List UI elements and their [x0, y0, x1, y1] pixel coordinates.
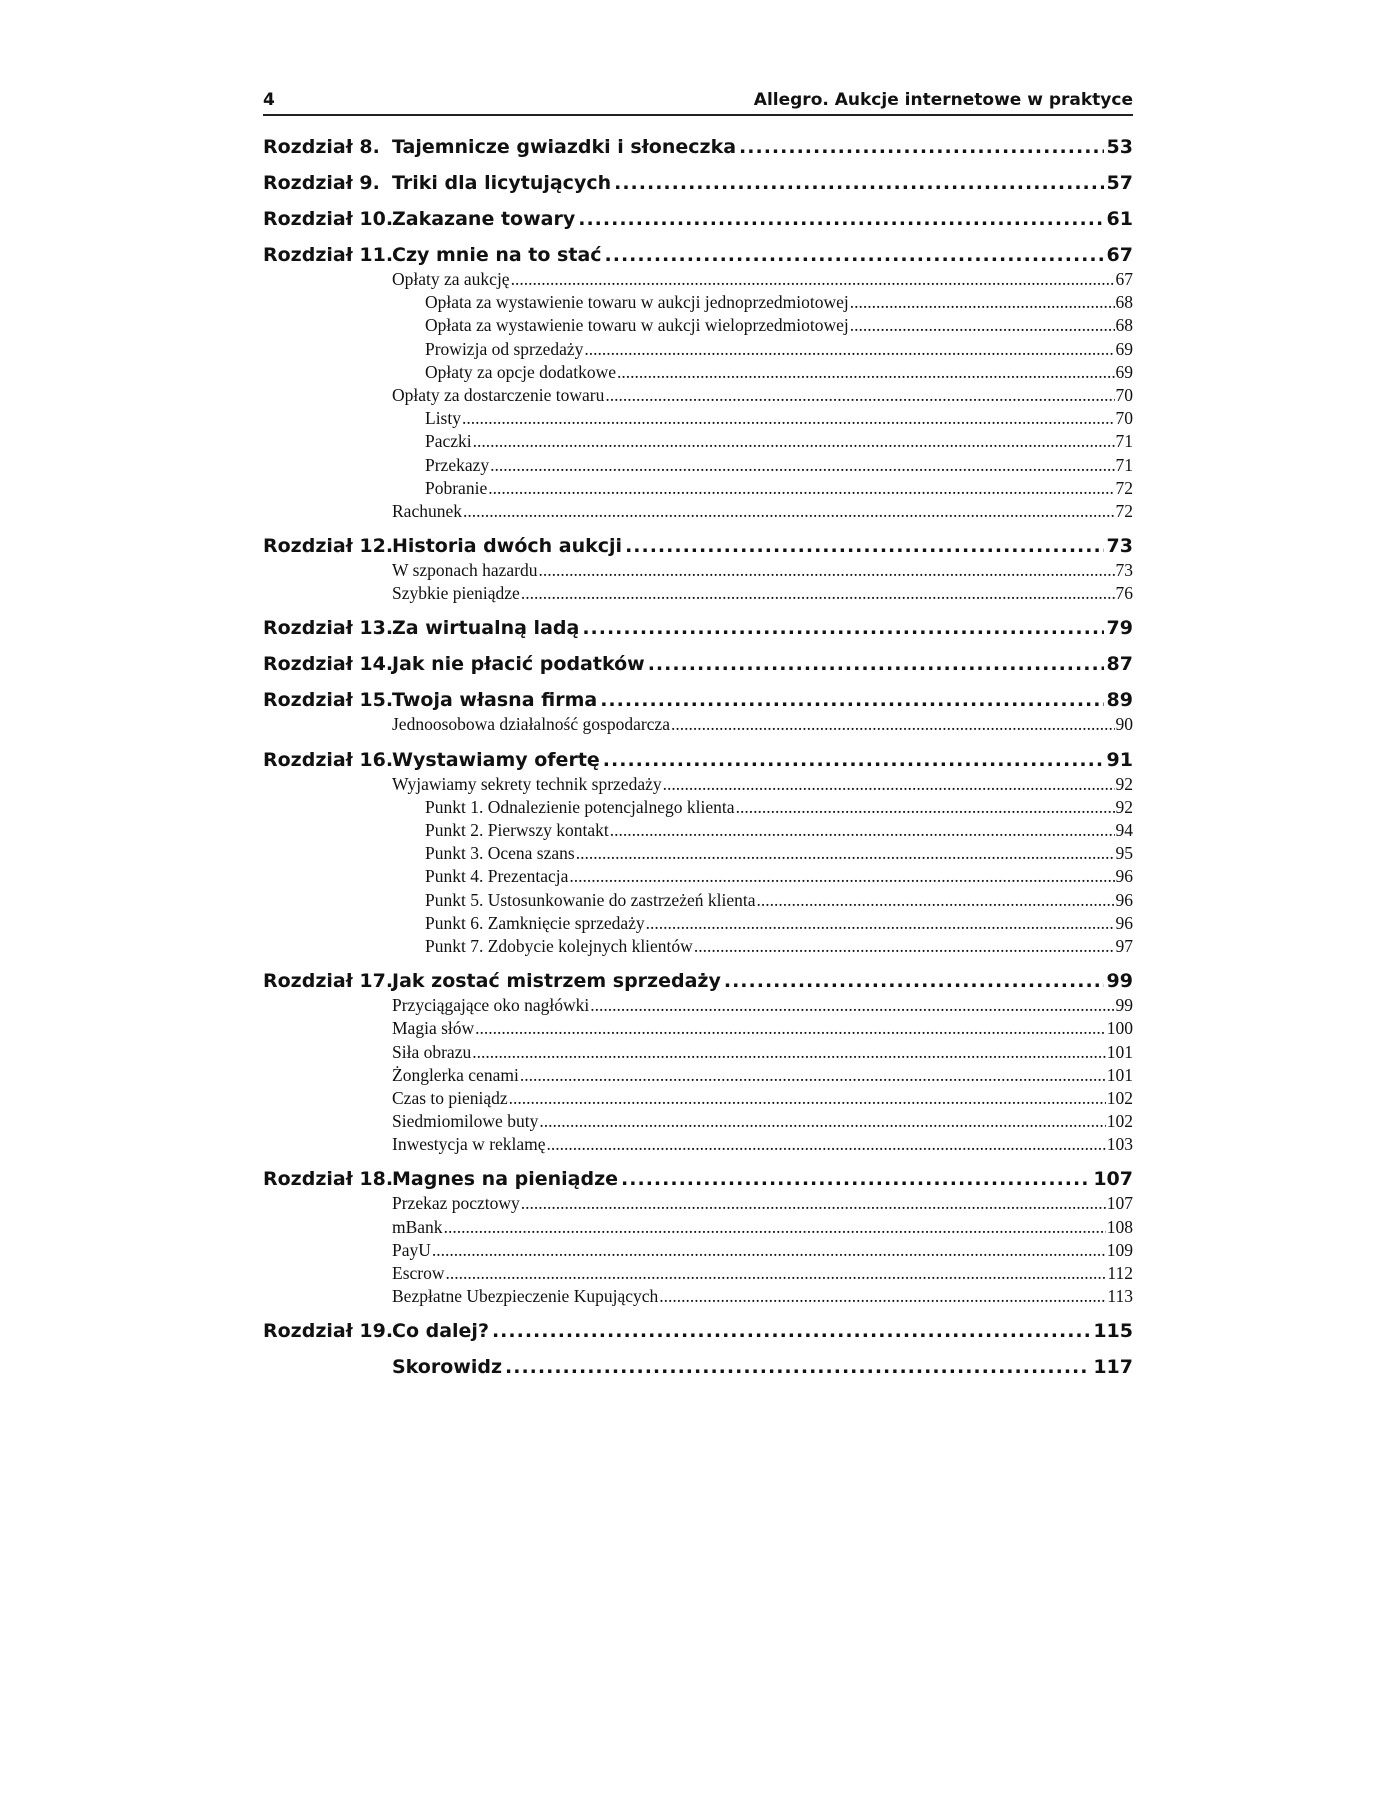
- toc-entry: [425, 314, 1133, 337]
- chapter-label: Rozdział 11.: [263, 244, 394, 266]
- dot-leader: [576, 842, 1115, 865]
- toc-entry: [425, 430, 1133, 453]
- entry-page: 69: [1115, 338, 1133, 359]
- chapter-page: 99: [1106, 970, 1133, 993]
- entry-title: Punkt 3. Ocena szans: [425, 843, 575, 864]
- entry-title: Wyjawiamy sekrety technik sprzedaży: [392, 773, 662, 794]
- entry-title: Punkt 6. Zamknięcie sprzedaży: [425, 912, 645, 933]
- dot-leader: [850, 291, 1115, 314]
- chapter-title: Wystawiamy ofertę: [392, 748, 600, 771]
- toc-chapter: [263, 1166, 1133, 1192]
- dot-leader: [509, 1087, 1106, 1110]
- entry-title: Prowizja od sprzedaży: [425, 338, 584, 359]
- toc-entry: [392, 1041, 1133, 1064]
- entry-page: 102: [1106, 1087, 1133, 1108]
- chapter-page: 61: [1106, 208, 1133, 230]
- chapter-label: Rozdział 16.: [263, 748, 394, 771]
- entry-title: Punkt 1. Odnalezienie potencjalnego klienta: [425, 796, 735, 817]
- toc-entry: [392, 1192, 1133, 1215]
- dot-leader: [539, 1110, 1105, 1133]
- toc-entry: [392, 1262, 1133, 1285]
- chapter-page: 91: [1106, 748, 1133, 771]
- entry-page: 71: [1115, 454, 1133, 475]
- toc-entry: [425, 935, 1133, 958]
- dot-leader: [569, 865, 1114, 888]
- entry-page: 96: [1115, 912, 1133, 933]
- entry-page: 73: [1115, 560, 1133, 581]
- toc-entry: [425, 889, 1133, 912]
- chapter-page: 107: [1093, 1168, 1133, 1191]
- chapter-page: 89: [1106, 689, 1133, 712]
- toc-entry: [425, 361, 1133, 384]
- toc-entry: [392, 994, 1133, 1017]
- toc-entry: [392, 268, 1133, 291]
- document-page: [263, 90, 1133, 1380]
- chapter-label: Rozdział 17.: [263, 970, 394, 993]
- entry-title: Listy: [425, 408, 461, 429]
- toc-chapter: [263, 651, 1133, 677]
- dot-leader: [432, 1239, 1106, 1262]
- chapter-page: 57: [1106, 172, 1133, 194]
- entry-page: 76: [1115, 583, 1133, 604]
- entry-title: Punkt 2. Pierwszy kontakt: [425, 820, 609, 840]
- toc-entry: [392, 773, 1133, 796]
- dot-leader: [600, 687, 1103, 713]
- toc-entry: [392, 1064, 1133, 1087]
- dot-leader: [488, 477, 1114, 500]
- toc-entry: [425, 912, 1133, 935]
- toc-entry: [425, 338, 1133, 361]
- chapter-label: Rozdział 15.: [263, 689, 394, 712]
- table-of-contents: [263, 134, 1133, 1380]
- dot-leader: [492, 1318, 1090, 1344]
- entry-page: 90: [1115, 714, 1133, 735]
- entry-page: 108: [1106, 1216, 1133, 1237]
- chapter-page: 117: [1093, 1356, 1133, 1379]
- entry-title: Opłata za wystawienie towaru w aukcji jednoprzedmiotowej: [425, 292, 849, 313]
- entry-page: 70: [1115, 384, 1133, 405]
- chapter-title: Triki dla licytujących: [392, 172, 612, 194]
- toc-entry: [425, 865, 1133, 888]
- dot-leader: [671, 713, 1115, 736]
- dot-leader: [605, 242, 1104, 268]
- dot-leader: [444, 1216, 1106, 1239]
- entry-title: mBank: [392, 1216, 443, 1237]
- toc-chapter: [263, 747, 1133, 773]
- toc-chapter: [263, 687, 1133, 713]
- chapter-title: Jak nie płacić podatków: [392, 653, 645, 676]
- dot-leader: [584, 338, 1114, 361]
- toc-entry: [392, 1017, 1133, 1040]
- toc-entry: [392, 582, 1133, 605]
- dot-leader: [505, 1354, 1090, 1380]
- dot-leader: [724, 968, 1104, 994]
- dot-leader: [475, 1017, 1106, 1040]
- dot-leader: [850, 314, 1115, 337]
- chapter-title: Historia dwóch aukcji: [392, 535, 623, 558]
- entry-page: 99: [1115, 995, 1133, 1016]
- chapter-title: Za wirtualną ladą: [392, 617, 580, 640]
- entry-title: Przyciągające oko nagłówki: [392, 995, 590, 1016]
- entry-title: Jednoosobowa działalność gospodarcza: [392, 714, 670, 735]
- entry-page: 112: [1107, 1263, 1133, 1283]
- dot-leader: [538, 559, 1114, 582]
- entry-title: Siła obrazu: [392, 1041, 472, 1062]
- toc-entry: [392, 1216, 1133, 1239]
- dot-leader: [590, 994, 1114, 1017]
- dot-leader: [547, 1133, 1106, 1156]
- dot-leader: [663, 773, 1115, 796]
- entry-title: Paczki: [425, 431, 472, 452]
- entry-title: W szponach hazardu: [392, 560, 538, 581]
- entry-page: 95: [1115, 843, 1133, 864]
- dot-leader: [603, 747, 1104, 773]
- chapter-label: Rozdział 13.: [263, 617, 394, 640]
- chapter-label: Rozdział 19.: [263, 1320, 394, 1343]
- dot-leader: [521, 582, 1115, 605]
- chapter-page: 87: [1106, 653, 1133, 676]
- chapter-title: Tajemnicze gwiazdki i słoneczka: [392, 136, 737, 158]
- toc-entry: [392, 1087, 1133, 1110]
- dot-leader: [473, 430, 1115, 453]
- dot-leader: [511, 268, 1115, 291]
- entry-page: 107: [1106, 1193, 1133, 1214]
- toc-entry: [392, 559, 1133, 582]
- toc-entry: [425, 407, 1133, 430]
- toc-entry: [392, 1239, 1133, 1262]
- entry-title: Opłaty za dostarczenie towaru: [392, 384, 605, 405]
- toc-entry: [425, 819, 1133, 842]
- entry-page: 71: [1115, 431, 1133, 452]
- toc-chapter: [263, 170, 1133, 196]
- entry-title: Magia słów: [392, 1018, 475, 1039]
- dot-leader: [648, 651, 1104, 677]
- entry-title: Żonglerka cenami: [392, 1064, 519, 1085]
- toc-entry: [425, 454, 1133, 477]
- toc-entry: [425, 842, 1133, 865]
- toc-chapter: [263, 1318, 1133, 1344]
- entry-page: 102: [1106, 1111, 1133, 1132]
- entry-title: Szybkie pieniądze: [392, 583, 520, 604]
- entry-page: 67: [1115, 269, 1133, 289]
- entry-page: 103: [1106, 1134, 1133, 1155]
- entry-page: 72: [1115, 500, 1133, 521]
- entry-page: 100: [1106, 1018, 1133, 1039]
- page-number: 4: [263, 90, 275, 110]
- chapter-title: Jak zostać mistrzem sprzedaży: [392, 970, 721, 993]
- entry-page: 68: [1115, 315, 1133, 336]
- chapter-title: Skorowidz: [392, 1356, 503, 1379]
- entry-page: 96: [1115, 866, 1133, 887]
- page-header: [263, 90, 1133, 116]
- dot-leader: [445, 1262, 1106, 1285]
- chapter-title: Czy mnie na to stać: [392, 244, 602, 266]
- entry-page: 101: [1106, 1064, 1133, 1085]
- chapter-label: Rozdział 8.: [263, 136, 380, 158]
- book-title: Allegro. Aukcje internetowe w praktyce: [753, 90, 1133, 110]
- toc-entry: [425, 291, 1133, 314]
- toc-chapter: [263, 134, 1133, 160]
- entry-title: Pobranie: [425, 477, 488, 498]
- entry-page: 92: [1115, 796, 1133, 817]
- entry-title: Siedmiomilowe buty: [392, 1111, 539, 1132]
- dot-leader: [605, 384, 1114, 407]
- entry-page: 72: [1115, 477, 1133, 498]
- dot-leader: [614, 170, 1103, 196]
- entry-title: Przekazy: [425, 454, 490, 475]
- dot-leader: [490, 454, 1114, 477]
- entry-page: 96: [1115, 889, 1133, 910]
- entry-title: Punkt 4. Prezentacja: [425, 866, 569, 887]
- entry-title: Czas to pieniądz: [392, 1087, 508, 1108]
- chapter-label: Rozdział 18.: [263, 1168, 394, 1191]
- toc-chapter: [263, 615, 1133, 641]
- entry-page: 92: [1115, 773, 1133, 794]
- dot-leader: [610, 819, 1115, 842]
- chapter-title: Co dalej?: [392, 1320, 489, 1343]
- toc-chapter: [263, 533, 1133, 559]
- entry-page: 70: [1115, 408, 1133, 429]
- chapter-label: Rozdział 9.: [263, 172, 380, 194]
- entry-page: 68: [1115, 292, 1133, 313]
- chapter-page: 53: [1106, 136, 1133, 158]
- dot-leader: [694, 935, 1115, 958]
- toc-entry: [392, 1133, 1133, 1156]
- dot-leader: [625, 533, 1103, 559]
- dot-leader: [756, 889, 1114, 912]
- toc-chapter: [263, 1354, 1133, 1380]
- toc-entry: [425, 796, 1133, 819]
- chapter-title: Zakazane towary: [392, 208, 576, 230]
- entry-title: Opłaty za opcje dodatkowe: [425, 361, 616, 382]
- entry-title: Przekaz pocztowy: [392, 1193, 520, 1214]
- entry-page: 69: [1115, 361, 1133, 382]
- entry-title: Inwestycja w reklamę: [392, 1134, 546, 1155]
- chapter-label: Rozdział 14.: [263, 653, 394, 676]
- entry-title: Rachunek: [392, 500, 462, 521]
- chapter-page: 79: [1106, 617, 1133, 640]
- dot-leader: [463, 500, 1115, 523]
- dot-leader: [739, 134, 1104, 160]
- entry-title: Bezpłatne Ubezpieczenie Kupujących: [392, 1286, 659, 1307]
- chapter-title: Magnes na pieniądze: [392, 1168, 619, 1191]
- chapter-page: 67: [1106, 244, 1133, 266]
- entry-title: Opłaty za aukcję: [392, 269, 510, 289]
- dot-leader: [736, 796, 1115, 819]
- chapter-title: Twoja własna firma: [392, 689, 598, 712]
- toc-chapter: [263, 206, 1133, 232]
- entry-page: 94: [1115, 820, 1133, 840]
- toc-entry: [392, 1110, 1133, 1133]
- entry-page: 101: [1106, 1041, 1133, 1062]
- toc-entry: [392, 1285, 1133, 1308]
- dot-leader: [472, 1041, 1106, 1064]
- dot-leader: [521, 1192, 1106, 1215]
- entry-title: Opłata za wystawienie towaru w aukcji wieloprzedmiotowej: [425, 315, 849, 336]
- dot-leader: [582, 615, 1103, 641]
- dot-leader: [659, 1285, 1106, 1308]
- chapter-label: Rozdział 12.: [263, 535, 394, 558]
- dot-leader: [578, 206, 1103, 232]
- entry-page: 109: [1106, 1239, 1133, 1260]
- dot-leader: [520, 1064, 1106, 1087]
- dot-leader: [462, 407, 1115, 430]
- toc-entry: [392, 713, 1133, 736]
- chapter-page: 115: [1093, 1320, 1133, 1343]
- entry-title: Escrow: [392, 1263, 445, 1283]
- dot-leader: [621, 1166, 1090, 1192]
- entry-title: Punkt 5. Ustosunkowanie do zastrzeżeń klienta: [425, 889, 756, 910]
- dot-leader: [617, 361, 1115, 384]
- toc-entry: [392, 384, 1133, 407]
- toc-chapter: [263, 968, 1133, 994]
- entry-title: Punkt 7. Zdobycie kolejnych klientów: [425, 935, 693, 956]
- dot-leader: [646, 912, 1115, 935]
- entry-page: 113: [1107, 1286, 1133, 1307]
- chapter-page: 73: [1106, 535, 1133, 558]
- entry-title: PayU: [392, 1239, 431, 1260]
- chapter-label: Rozdział 10.: [263, 208, 394, 230]
- entry-page: 97: [1115, 935, 1133, 956]
- toc-entry: [392, 500, 1133, 523]
- toc-chapter: [263, 242, 1133, 268]
- toc-entry: [425, 477, 1133, 500]
